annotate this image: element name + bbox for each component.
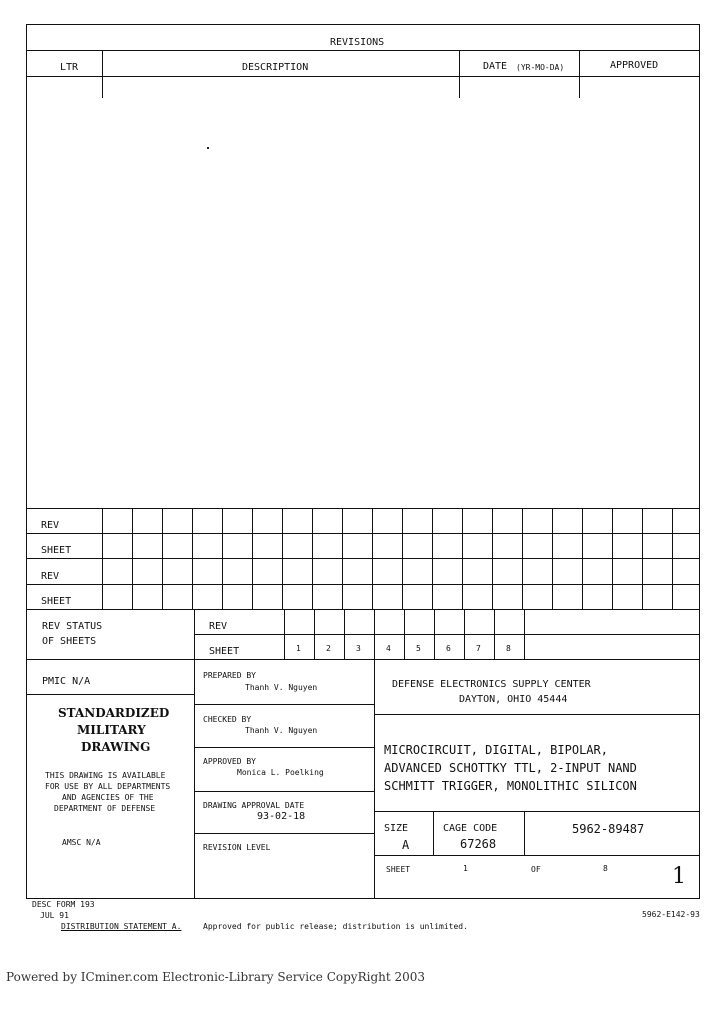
sheet-column-line	[374, 610, 375, 659]
rev-grid-column-line	[342, 508, 343, 610]
powered-by: Powered by ICminer.com Electronic-Library Service CopyRight 2003	[6, 970, 426, 984]
revisions-header-divider	[26, 76, 700, 77]
rev-grid-column-line	[282, 508, 283, 610]
distribution-label: DISTRIBUTION STATEMENT A.	[61, 922, 182, 931]
avail-line3: AND AGENCIES OF THE	[62, 793, 154, 802]
sheet-number-cell: 5	[416, 644, 421, 653]
approved-name: Monica L. Poelking	[237, 768, 324, 777]
sheet-column-line	[344, 610, 345, 659]
std-line3: DRAWING	[81, 740, 151, 754]
prepared-name: Thanh V. Nguyen	[245, 683, 318, 692]
col-ltr: LTR	[60, 62, 79, 73]
sheet-column-line	[524, 610, 525, 659]
sheet-column-line	[464, 610, 465, 659]
rev-grid-column-line	[612, 508, 613, 610]
rev-grid-column-line	[402, 508, 403, 610]
col-approved: APPROVED	[610, 60, 659, 71]
page-mark: 1	[672, 864, 686, 889]
ltr-divider	[102, 50, 103, 98]
col-description: DESCRIPTION	[242, 62, 309, 73]
form-number: DESC FORM 193	[32, 900, 95, 909]
rev-grid-row-label: SHEET	[41, 545, 72, 556]
stray-mark	[207, 147, 209, 149]
title-line2: ADVANCED SCHOTTKY TTL, 2-INPUT NAND	[384, 761, 637, 775]
rev-grid-column-line	[492, 508, 493, 610]
sheet-number-cell: 2	[326, 644, 331, 653]
sheet-label: SHEET	[386, 865, 411, 874]
sheet-total: 8	[603, 864, 608, 873]
date-divider	[459, 50, 460, 98]
checked-name: Thanh V. Nguyen	[245, 726, 318, 735]
avail-line4: DEPARTMENT OF DEFENSE	[54, 804, 156, 813]
pmic-label: PMIC N/A	[42, 676, 91, 687]
cage-value: 67268	[460, 837, 497, 851]
sheet-number-cell: 4	[386, 644, 391, 653]
sheet-number: 1	[463, 864, 468, 873]
rev-grid-column-line	[552, 508, 553, 610]
col-date: DATE	[483, 61, 508, 72]
of-sheets-label: OF SHEETS	[42, 636, 97, 647]
size-value: A	[402, 838, 410, 852]
rev-grid-column-line	[132, 508, 133, 610]
sheet-column-line	[494, 610, 495, 659]
form-date: JUL 91	[40, 911, 69, 920]
revisions-title-divider	[26, 50, 700, 51]
rev-grid-column-line	[372, 508, 373, 610]
revision-level-label: REVISION LEVEL	[203, 843, 271, 852]
doc-code: 5962-E142-93	[642, 910, 700, 919]
avail-line2: FOR USE BY ALL DEPARTMENTS	[45, 782, 171, 791]
title-line1: MICROCIRCUIT, DIGITAL, BIPOLAR,	[384, 743, 608, 757]
sheet-number-cell: 1	[296, 644, 301, 653]
title-line3: SCHMITT TRIGGER, MONOLITHIC SILICON	[384, 779, 637, 793]
checked-label: CHECKED BY	[203, 715, 252, 724]
rev-grid-column-line	[462, 508, 463, 610]
avail-line1: THIS DRAWING IS AVAILABLE	[45, 771, 166, 780]
sheet-number-cell: 7	[476, 644, 481, 653]
sheet-column-line	[434, 610, 435, 659]
rev-grid-column-line	[162, 508, 163, 610]
rev-grid-column-line	[252, 508, 253, 610]
agency-line1: DEFENSE ELECTRONICS SUPPLY CENTER	[392, 679, 591, 690]
rev-grid-column-line	[192, 508, 193, 610]
amsc-label: AMSC N/A	[62, 838, 101, 847]
rev-grid-column-line	[102, 508, 103, 610]
sheet-column-line	[404, 610, 405, 659]
rev-status-label: REV STATUS	[42, 621, 103, 632]
rev-grid-row-label: REV	[41, 571, 60, 582]
std-line2: MILITARY	[77, 723, 146, 737]
rev-grid-row-label: SHEET	[41, 596, 72, 607]
cage-label: CAGE CODE	[443, 823, 498, 834]
rev-grid-row-label: REV	[41, 520, 60, 531]
rev-grid-column-line	[522, 508, 523, 610]
rev-grid-column-line	[642, 508, 643, 610]
drawing-number: 5962-89487	[572, 822, 645, 836]
rev-grid-column-line	[312, 508, 313, 610]
prepared-label: PREPARED BY	[203, 671, 256, 680]
of-label: OF	[531, 865, 541, 874]
sheet-column-line	[284, 610, 285, 659]
sheet-number-cell: 8	[506, 644, 511, 653]
rev-status-rev-label: REV	[209, 621, 228, 632]
approval-date-label: DRAWING APPROVAL DATE	[203, 801, 305, 810]
std-line1: STANDARDIZED	[58, 706, 170, 720]
revisions-title: REVISIONS	[330, 37, 385, 48]
rev-grid-column-line	[582, 508, 583, 610]
approval-date: 93-02-18	[257, 811, 306, 822]
agency-line2: DAYTON, OHIO 45444	[459, 694, 568, 705]
rev-grid-column-line	[672, 508, 673, 610]
col-date-format: (YR-MO-DA)	[516, 63, 565, 72]
rev-grid	[26, 508, 700, 610]
sheet-column-line	[314, 610, 315, 659]
sheet-number-cell: 3	[356, 644, 361, 653]
approved-divider	[579, 50, 580, 98]
rev-grid-column-line	[432, 508, 433, 610]
distribution-text: Approved for public release; distribution is unlimited.	[203, 922, 468, 931]
size-label: SIZE	[384, 823, 409, 834]
approved-label: APPROVED BY	[203, 757, 256, 766]
rev-status-sheet-label: SHEET	[209, 646, 240, 657]
rev-grid-column-line	[222, 508, 223, 610]
sheet-number-cell: 6	[446, 644, 451, 653]
